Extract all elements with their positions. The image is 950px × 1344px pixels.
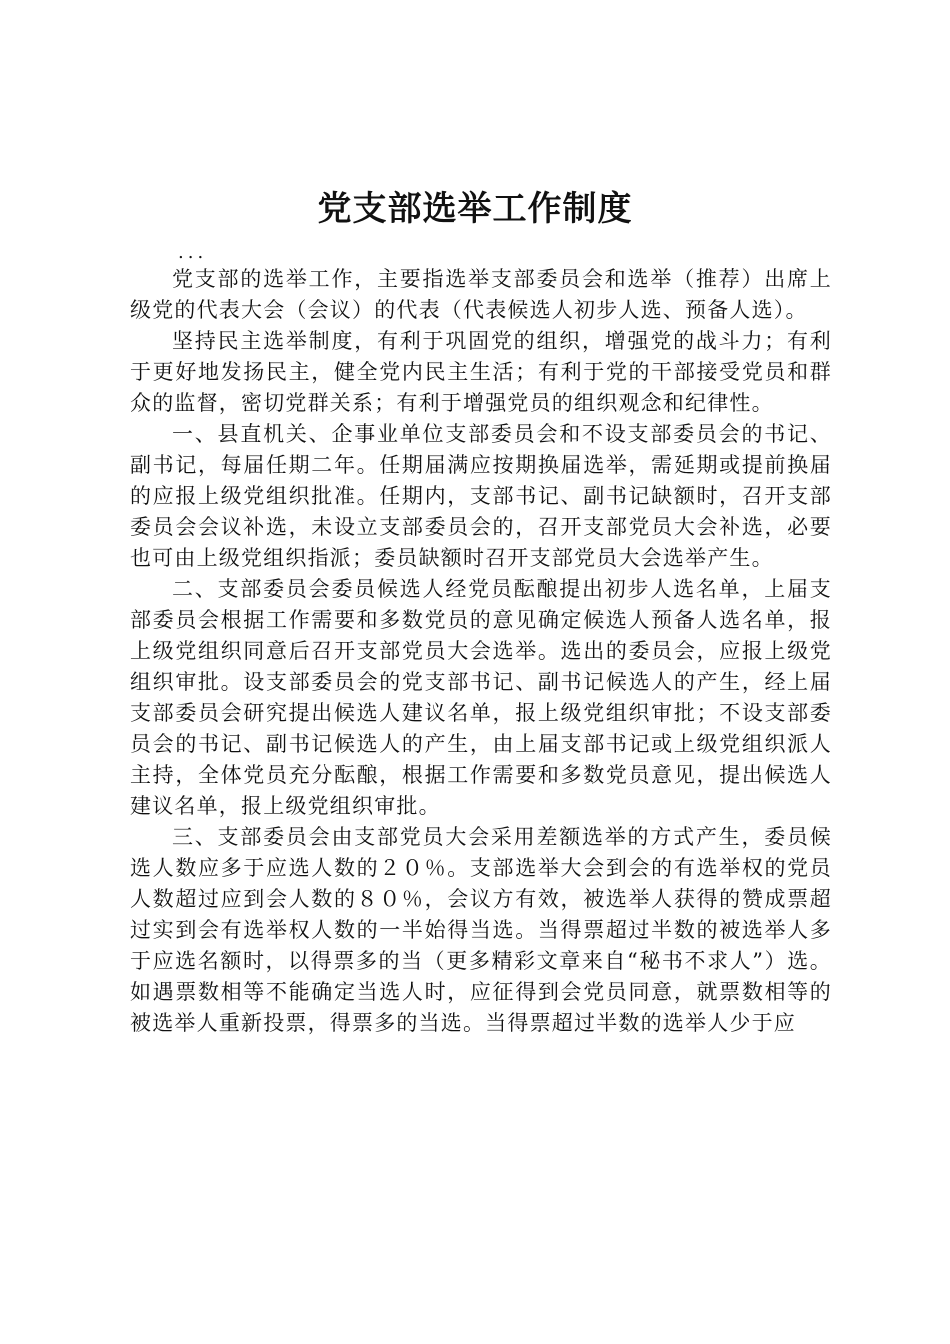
document-body: [130, 264, 832, 1039]
document-title: 党支部选举工作制度: [317, 189, 633, 229]
paragraph-article-1: 一、县直机关、企事业单位支部委员会和不设支部委员会的书记、副书记，每届任期二年。任期届满应按期换届选举，需延期或提前换届的应报上级党组织批准。任期内，支部书记、副书记缺额时，召开支部委员会会议补选，未设立支部委员会的，召开支部党员大会补选，必要也可由上级党组织指派；委员缺额时召开支部党员大会选举产生。: [130, 422, 832, 570]
paragraph-article-3: 三、支部委员会由支部党员大会采用差额选举的方式产生，委员候选人数应多于应选人数的２０％。支部选举大会到会的有选举权的党员人数超过应到会人数的８０％，会议方有效，被选举人获得的赞成票超过实到会有选举权人数的一半始得当选。当得票超过半数的被选举人多于应选名额时，以得票多的当（更多精彩文章来自“秘书不求人”）选。如遇票数相等不能确定当选人时，应征得到会党员同意，就票数相等的被选举人重新投票，得票多的当选。当得票超过半数的选举人少于应: [130, 825, 832, 1035]
paragraph-principles: 坚持民主选举制度，有利于巩固党的组织，增强党的战斗力；有利于更好地发扬民主，健全党内民主生活；有利于党的干部接受党员和群众的监督，密切党群关系；有利于增强党员的组织观念和纪律性。: [130, 329, 832, 415]
paragraph-intro: 党支部的选举工作，主要指选举支部委员会和选举（推荐）出席上级党的代表大会（会议）的代表（代表候选人初步人选、预备人选）。: [130, 267, 832, 322]
ellipsis-marker: ...: [178, 242, 208, 263]
paragraph-article-2: 二、支部委员会委员候选人经党员酝酿提出初步人选名单，上届支部委员会根据工作需要和多数党员的意见确定候选人预备人选名单，报上级党组织同意后召开支部党员大会选举。选出的委员会，应报上级党组织审批。设支部委员会的党支部书记、副书记候选人的产生，经上届支部委员会研究提出候选人建议名单，报上级党组织审批；不设支部委员会的书记、副书记候选人的产生，由上届支部书记或上级党组织派人主持，全体党员充分酝酿，根据工作需要和多数党员意见，提出候选人建议名单，报上级党组织审批。: [130, 577, 832, 818]
